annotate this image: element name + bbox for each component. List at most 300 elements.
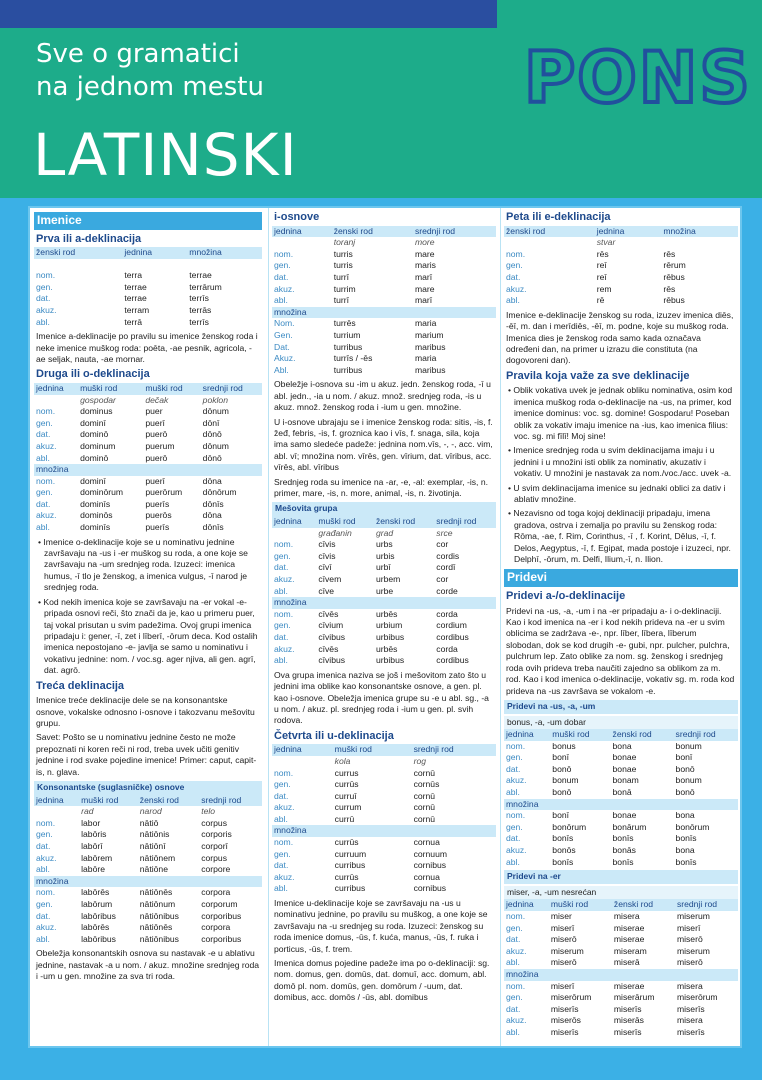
form-cell: nātiōnī (139, 840, 166, 851)
form-cell: currū (334, 813, 355, 824)
header-cell: jednina (272, 226, 332, 238)
table-mixed-group (272, 516, 496, 667)
table-row (272, 330, 496, 342)
form-cell: dominō (80, 452, 109, 463)
case-label: gen. (506, 992, 523, 1003)
case-label: nom. (506, 911, 526, 921)
heading-adjectives-ao: Pridevi a-/o-deklinacije (506, 590, 626, 603)
form-cell: bonam (612, 775, 639, 786)
form-cell: miserās (613, 1015, 644, 1026)
table-row (34, 829, 262, 841)
case-label: dat. (36, 498, 51, 509)
table-row (272, 620, 496, 632)
case-label: akuz. (506, 945, 527, 956)
case-label: nom. (36, 270, 56, 281)
form-cell: miserae (613, 980, 645, 991)
table-row (34, 317, 262, 329)
form-cell: cīvem (318, 573, 342, 584)
form-cell: corporis (201, 829, 232, 840)
form-cell: miserā (613, 957, 640, 968)
form-cell: misera (613, 911, 640, 921)
meaning-cell: more (414, 237, 435, 248)
form-cell: dominī (80, 417, 106, 428)
form-cell: cornū (413, 802, 436, 813)
form-cell: turribus (333, 341, 363, 352)
header-cell: srednji rod (412, 744, 496, 756)
table-row (504, 260, 738, 272)
table-row (272, 632, 496, 644)
bar-mixed-group (272, 502, 496, 516)
bar-label: Konsonantske (suglasničke) osnove (37, 781, 185, 792)
case-label: gen. (506, 922, 523, 933)
form-cell: misera (676, 980, 703, 991)
form-cell: mare (414, 248, 435, 259)
form-cell: miserum (676, 945, 710, 956)
header-cell: ženski rod (504, 226, 595, 238)
table-header-row (504, 729, 738, 741)
table-row (34, 487, 262, 499)
third-intro: Imenice treće deklinacije dele se na konsonantske osnove, vokalske odnosno i-osnove i takozvanu mešovitu grupu. (36, 695, 255, 728)
meaning-cell (34, 806, 79, 818)
page-title: LATINSKI (33, 121, 298, 189)
form-cell: dominōs (80, 510, 113, 521)
table-row (272, 768, 496, 780)
plural-label: množina (272, 307, 496, 319)
form-cell: dominīs (80, 522, 111, 533)
form-cell: bonā (612, 787, 632, 798)
rule-bullet-2: • Imenice srednjeg roda u svim deklinacijama imaju i u jednini i u množini isti oblik za nominativ, akuzativ i vokativ. U množini je nastavak za nom./voc./acc. uvek -a. (508, 445, 732, 479)
table-row (34, 499, 262, 511)
case-label: abl. (274, 655, 288, 666)
case-label: abl. (506, 295, 520, 306)
form-cell: bonīs (552, 833, 574, 844)
form-cell: bonōrum (675, 821, 710, 832)
column-2 (268, 208, 496, 1046)
form-cell: corpora (201, 922, 231, 933)
header-cell: srednji rod (201, 383, 262, 395)
form-cell: bonō (675, 787, 695, 798)
form-cell: bonae (612, 752, 637, 763)
case-label: gen. (506, 821, 523, 832)
form-cell: rēbus (663, 295, 685, 306)
form-cell: currūs (334, 779, 359, 790)
table-row (504, 911, 738, 923)
table-row (272, 295, 496, 307)
plural-label: množina (504, 969, 738, 981)
case-label: dat. (36, 293, 51, 304)
case-label: abl. (36, 452, 50, 463)
bullet-o-1: • Imenice o-deklinacije koje se u nominativu jednine završavaju na -us i -er muškog su roda, a one koje se završavaju na -um srednjeg roda. Izuzeci: imenica humus, -ī tlo je ženskog, a imenica vulgus, -ī narod je srednjeg roda. (38, 536, 248, 593)
form-cell: corpus (201, 852, 227, 863)
header-cell: jednina (122, 247, 187, 259)
header-cell: množina (187, 247, 262, 259)
bar-label: Pridevi na -er (507, 871, 561, 882)
form-cell: mare (414, 283, 435, 294)
rule-bullet-3: • U svim deklinacijama imenice su jednaki oblici za dativ i ablativ množine. (508, 482, 726, 505)
table-adj-us (504, 729, 738, 868)
table-row (34, 922, 262, 934)
subtitle-line-1: Sve o gramatici (36, 39, 240, 69)
form-cell: dōna (202, 510, 222, 521)
case-label: akuz. (36, 510, 57, 521)
meaning-cell (272, 237, 332, 249)
header-cell: muški rod (79, 795, 138, 807)
form-cell: dōnō (202, 429, 222, 440)
meaning-row (272, 756, 496, 768)
form-cell: rēs (663, 248, 676, 259)
content-board (28, 206, 742, 1048)
table-row (34, 522, 262, 534)
case-label: akuz. (506, 845, 527, 856)
form-cell: urbis (375, 550, 395, 561)
case-label: gen. (36, 898, 53, 909)
meaning-cell: grad (375, 527, 394, 538)
form-cell: dominus (80, 406, 113, 417)
case-label: akuz. (506, 1015, 527, 1026)
meaning-cell: narod (139, 806, 162, 817)
form-cell: dominōrum (80, 487, 124, 498)
meaning-row (272, 528, 496, 540)
form-cell: puerum (145, 440, 175, 451)
form-cell: miserīs (550, 1003, 579, 1014)
form-cell: nātiōne (139, 864, 168, 875)
form-cell: bonōs (552, 845, 576, 856)
form-cell: puerōs (145, 510, 172, 521)
table-a-declension (34, 247, 262, 328)
form-cell: dominō (80, 429, 109, 440)
form-cell: misera (676, 1015, 703, 1026)
table-row (272, 779, 496, 791)
form-cell: urbs (375, 539, 393, 550)
form-cell: labor (81, 817, 101, 828)
form-cell: maribus (414, 364, 446, 375)
bar-adj-us (504, 700, 738, 714)
form-cell: cīvēs (318, 608, 339, 619)
meaning-cell: toranj (333, 237, 356, 248)
meaning-cell: dečak (145, 394, 169, 405)
plural-row (504, 969, 738, 981)
form-cell: labōris (81, 829, 107, 840)
table-row (272, 802, 496, 814)
form-cell: cor (436, 573, 449, 584)
form-cell: nātiō (139, 817, 159, 828)
heading-u-declension: Četvrta ili u-deklinacija (274, 729, 394, 742)
case-label: abl. (274, 295, 288, 306)
form-cell: nātiōnum (139, 898, 176, 909)
form-cell: marium (414, 329, 444, 340)
note-a-declension: Imenice a-deklinacije po pravilu su imenice ženskog roda i neke imenice muškog roda: poēta, -ae pesnik, agricola, -ae seljak, nauta, -ae mornar. (36, 331, 258, 364)
form-cell: rēs (596, 248, 609, 259)
form-cell: labōre (81, 864, 105, 875)
header-cell: ženski rod (332, 226, 413, 238)
form-cell: terrae (124, 293, 147, 304)
form-cell: dōnīs (202, 522, 224, 533)
form-cell: urbibus (375, 631, 405, 642)
form-cell: cīvī (318, 562, 332, 573)
table-row (34, 934, 262, 946)
meaning-cell (661, 237, 738, 249)
form-cell: turrim (333, 283, 356, 294)
case-label: akuz. (36, 440, 57, 451)
table-consonant-stems (34, 795, 262, 946)
form-cell: cornibus (413, 860, 447, 871)
case-label: dat. (506, 1003, 521, 1014)
form-cell: bonum (675, 740, 702, 751)
case-label: abl. (36, 933, 50, 944)
meaning-cell (272, 528, 316, 540)
case-label: dat. (274, 562, 289, 573)
case-label: akuz. (274, 283, 295, 294)
column-3 (500, 208, 738, 1046)
case-label: akuz. (274, 573, 295, 584)
form-cell: cordis (436, 550, 460, 561)
header-cell: muški rod (333, 744, 412, 756)
plural-row (272, 597, 496, 609)
case-label: gen. (36, 487, 53, 498)
table-header-row (272, 516, 496, 528)
header-cell: jednina (504, 729, 550, 741)
form-cell: terrae (189, 270, 212, 281)
form-cell: reī (596, 260, 607, 271)
table-row (504, 249, 738, 261)
table-row (504, 1015, 738, 1027)
form-cell: labōribus (81, 933, 116, 944)
example-word: miser, -a, -um nesrećan (507, 886, 597, 897)
u-declension-note-1: Imenice u-deklinacije koje se završavaju na -us u nominativu jednine, po pravilu su muškog, a one koje se završavaju na -u srednjeg su roda. Izuzeci: ženskog su roda imenice domus, -ūs, f. kuća, manus, -ūs, f. ruka i porticus, -ūs, f. trem. (274, 898, 488, 954)
form-cell: bonī (552, 810, 570, 821)
header-cell: srednji rod (199, 795, 262, 807)
i-stems-note-1: Obeležje i-osnova su -im u akuz. jedn. ženskog roda, -ī u abl. jedn., -ia u nom. / akuz. množ. srednjeg roda, -is u akuz. množ. ženskog roda i -ium u gen. množine. (274, 379, 491, 413)
form-cell: miserō (676, 957, 703, 968)
meaning-cell: rog (413, 755, 426, 766)
form-cell: maria (414, 318, 437, 329)
case-label: dat. (506, 934, 521, 945)
case-label: akuz. (36, 304, 57, 315)
table-row (272, 586, 496, 598)
form-cell: corpore (201, 864, 231, 875)
third-tip: Savet: Pošto se u nominativu jednine često ne može prepoznati ni koren reči ni rod, treba uvek učiti genitiv jednine i rod svake pojedine imenice! Primer: caput, capit-is, n. glava. (36, 732, 257, 777)
form-cell: turris (333, 260, 353, 271)
example-word: bonus, -a, -um dobar (507, 716, 586, 727)
form-cell: bonās (612, 845, 636, 856)
header-cell: muški rod (550, 729, 610, 741)
form-cell: miserōrum (676, 992, 718, 1003)
form-cell: nātiōnis (139, 829, 170, 840)
form-cell: terrārum (189, 281, 222, 292)
u-declension-note-2: Imenica domus pojedine padeže ima po o-deklinaciji: sg. nom. domus, gen. domūs, dat. domuī, acc. domum, abl. domō pl. nom. domūs, gen. domōrum / -uum, dat. domibus, acc. domōs / -ūs, abl. domibus (274, 958, 490, 1003)
form-cell: bonō (552, 787, 572, 798)
form-cell: miser (550, 911, 572, 921)
heading-i-stems: i-osnove (274, 211, 320, 223)
bar-label: Mešovita grupa (275, 503, 338, 514)
case-label: nom. (274, 248, 294, 259)
plural-label: množina (504, 799, 738, 811)
form-cell: corpora (201, 887, 231, 898)
case-label: akuz. (274, 643, 295, 654)
case-label: gen. (36, 829, 53, 840)
form-cell: labōrēs (81, 887, 110, 898)
table-row (504, 934, 738, 946)
table-row (272, 791, 496, 803)
form-cell: dōnum (202, 406, 229, 417)
case-label: nom. (506, 740, 526, 751)
table-row (34, 406, 262, 418)
table-row (34, 510, 262, 522)
case-label: nom. (274, 767, 294, 778)
case-label: nom. (36, 817, 56, 828)
form-cell: miserae (613, 922, 645, 933)
meaning-cell: gospodar (80, 394, 116, 405)
case-label: nom. (506, 980, 526, 991)
form-cell: corda (436, 608, 458, 619)
form-cell: urbem (375, 573, 401, 584)
form-cell: cornuum (413, 848, 448, 859)
form-cell: dominum (80, 440, 116, 451)
header-cell: ženski rod (34, 247, 122, 259)
table-header-row (272, 226, 496, 238)
header-cell: ženski rod (138, 795, 199, 807)
header-cell: množina (661, 226, 738, 238)
form-cell: bonīs (552, 856, 574, 867)
table-header-row (504, 899, 738, 911)
table-row (272, 562, 496, 574)
form-cell: nātiōnibus (139, 910, 179, 921)
case-label: abl. (506, 1026, 520, 1037)
i-stems-note-2: U i-osnove ubrajaju se i imenice ženskog roda: sitis, -is, f. žeđ, febris, -is, f. groznica kao i vīs, f. snaga, sila, koja ima samo sledeće padeže: jednina nom.vīs, -, -, acc. vim, abl. vī; množina nom. vīrēs, gen. vīrium, dat. vīribus, acc. vīrēs, abl. vīribus (274, 416, 493, 473)
table-header-row (34, 383, 262, 395)
form-cell: corporī (201, 840, 228, 851)
header-cell: srednji rod (434, 516, 496, 528)
case-label: nom. (274, 837, 294, 848)
form-cell: puer (145, 406, 163, 417)
form-cell: terrīs (189, 293, 209, 304)
form-cell: miserīs (676, 1026, 705, 1037)
case-label: nom. (36, 475, 56, 486)
form-cell: reī (596, 271, 607, 282)
rule-bullet-4: • Nezavisno od toga kojoj deklinaciji pripadaju, imena gradova, ostrva i zemalja po pravilu su ženskog roda: Rōma, -ae, f. Rim, Corinthus, -ī , f. Korint, Dēlus, -ī, f. Delos, Aegyptus, -ī, f. Egipat, mada postoje i izuzeci, npr. Delphī, -ōrum, m. Delfi, Ilium,-ī, n. Ilion. (508, 508, 731, 565)
form-cell: cornua (413, 837, 440, 848)
form-cell: bonīs (675, 833, 697, 844)
case-label: gen. (36, 417, 53, 428)
case-label: nom. (274, 608, 294, 619)
table-i-stems (272, 226, 496, 377)
case-label: nom. (506, 810, 526, 821)
section-bar-pridevi: Pridevi (504, 569, 738, 587)
form-cell: rē (596, 295, 605, 306)
table-row (34, 282, 262, 294)
case-label: gen. (274, 550, 291, 561)
case-label: dat. (36, 429, 51, 440)
table-row (272, 342, 496, 354)
section-bar-imenice: Imenice (34, 212, 262, 230)
table-row (272, 883, 496, 895)
table-row (34, 305, 262, 317)
form-cell: marī (414, 271, 433, 282)
form-cell: miserō (550, 934, 577, 945)
form-cell: dominīs (80, 498, 111, 509)
case-label: gen. (274, 260, 291, 271)
header-cell: jednina (34, 795, 79, 807)
form-cell: cīvēs (318, 643, 339, 654)
meaning-row (504, 237, 738, 249)
table-row (504, 992, 738, 1004)
table-row (34, 853, 262, 865)
meaning-cell: srce (436, 527, 453, 538)
table-row (504, 981, 738, 993)
form-cell: bonum (675, 775, 702, 786)
plural-row (34, 876, 262, 888)
form-cell: labōribus (81, 910, 116, 921)
table-row (504, 741, 738, 753)
table-row (34, 429, 262, 441)
i-stems-note-3: Srednjeg roda su imenice na -ar, -e, -al: exemplar, -is, n. primer, mare, -is, n. more, animal, -is, n. životinja. (274, 476, 488, 498)
header-cell: jednina (272, 744, 333, 756)
form-cell: corporibus (201, 910, 242, 921)
case-label: gen. (274, 848, 291, 859)
subtitle-line-2: na jednom mestu (36, 72, 264, 102)
table-row (504, 775, 738, 787)
note-consonant-stems: Obeležja konsonantskih osnova su nastavak -e u ablativu jednine, nastavak -a u nom. / akuz. množine srednjeg roda i -um u gen. množine za sva tri roda. (36, 948, 260, 982)
case-label: gen. (274, 620, 291, 631)
form-cell: miserō (550, 957, 577, 968)
form-cell: miserī (550, 980, 575, 991)
table-row (34, 887, 262, 899)
form-cell: labōrum (81, 898, 113, 909)
form-cell: corporum (201, 898, 238, 909)
case-label: dat. (274, 631, 289, 642)
meaning-cell: rad (81, 806, 94, 817)
form-cell: corpus (201, 817, 227, 828)
form-cell: cornū (413, 790, 436, 801)
header-cell: jednina (595, 226, 662, 238)
table-row (272, 644, 496, 656)
table-o-declension (34, 383, 262, 534)
form-cell: curribus (334, 860, 366, 871)
form-cell: cordī (436, 562, 456, 573)
form-cell: miserī (676, 922, 701, 933)
form-cell: bonīs (612, 833, 634, 844)
form-cell: cornū (413, 813, 436, 824)
rule-bullet-1: • Oblik vokativa uvek je jednak obliku nominativa, osim kod imenica muškog roda o-deklinacije na -us, na primer, kod imenice dominus: voc. sg. domine! Gospodaru! Poseban oblik za vokativ imaju imenice na -ius, kao imenica filius: voc. sg. mi fīlī! Moj sine! (508, 385, 733, 441)
case-label: nom. (36, 406, 56, 417)
form-cell: curruum (334, 848, 367, 859)
case-label: akuz. (274, 871, 295, 882)
table-row (504, 845, 738, 857)
case-label: akuz. (506, 775, 527, 786)
case-label: akuz. (36, 922, 57, 933)
case-label: dat. (36, 910, 51, 921)
plural-row (34, 464, 262, 476)
table-row (34, 818, 262, 830)
table-row (34, 864, 262, 876)
form-cell: urbēs (375, 608, 398, 619)
mixed-group-note: Ova grupa imenica naziva se još i mešovitom zato što u jednini ima oblike kao konsonantske osnove, a gen. pl. kao i-osnove. Obeležja imenica grupe su -e u abl. sg., -a u nom. / akuz. pl. srednjeg roda i -ium u gen. pl. svih rodova. (274, 669, 489, 726)
form-cell: cīve (318, 585, 335, 596)
heading-a-declension: Prva ili a-deklinacija (36, 232, 142, 245)
form-cell: cīvibus (318, 655, 346, 666)
form-cell: terra (124, 270, 143, 281)
form-cell: miserum (676, 911, 710, 921)
case-label: dat. (274, 271, 289, 282)
form-cell: bonōrum (552, 821, 587, 832)
form-cell: turrēs (333, 318, 356, 329)
header-cell: jednina (272, 516, 316, 528)
heading-third-declension: Treća deklinacija (36, 679, 125, 692)
form-cell: currūs (334, 837, 359, 848)
table-row (272, 260, 496, 272)
meaning-cell: stvar (596, 237, 616, 248)
form-cell: labōrēs (81, 922, 110, 933)
